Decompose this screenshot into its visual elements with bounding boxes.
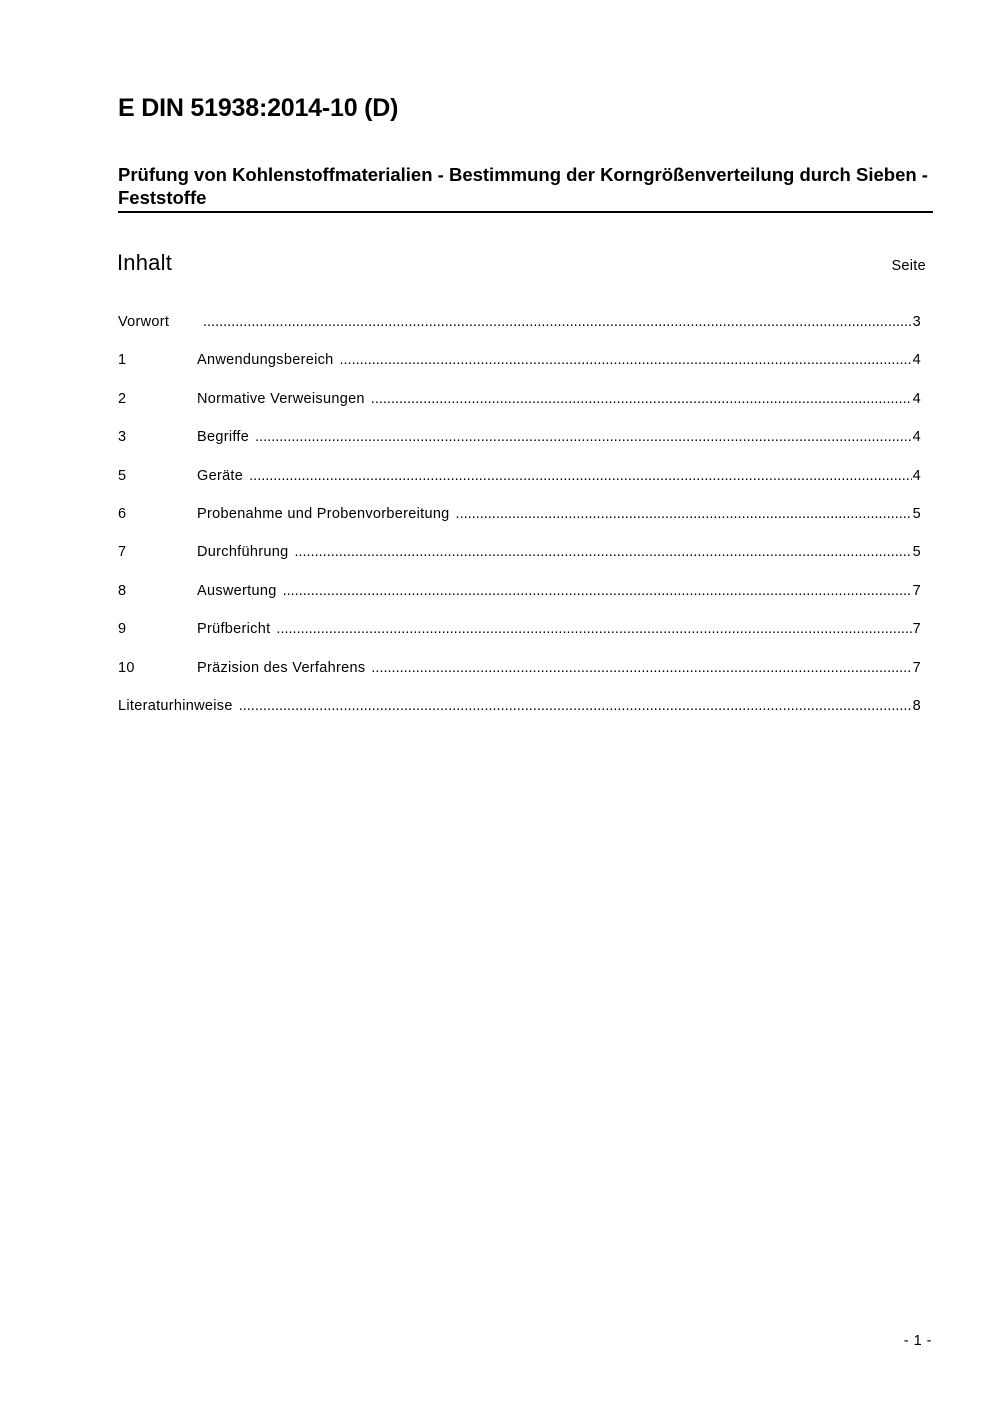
toc-entry-label: Auswertung bbox=[197, 582, 277, 599]
toc-entry-number: 8 bbox=[118, 582, 127, 599]
toc-leader-dots bbox=[239, 698, 912, 714]
page-number: - 1 - bbox=[903, 1333, 932, 1349]
toc-entry-label: Präzision des Verfahrens bbox=[197, 659, 366, 676]
toc-leader-dots bbox=[283, 583, 912, 599]
table-of-contents bbox=[118, 314, 921, 736]
toc-entry-page: 4 bbox=[912, 467, 921, 484]
toc-entry-page: 7 bbox=[912, 659, 921, 676]
page-column-label: Seite bbox=[891, 258, 926, 274]
toc-entry-number: 7 bbox=[118, 544, 127, 561]
toc-leader-dots bbox=[203, 314, 912, 330]
toc-entry-6[interactable] bbox=[118, 506, 921, 544]
toc-entry-number: 2 bbox=[118, 390, 127, 407]
toc-entry-label: Vorwort bbox=[118, 314, 170, 330]
toc-entry-number: 5 bbox=[118, 467, 127, 484]
toc-entry-9[interactable] bbox=[118, 621, 921, 659]
toc-entry-page: 4 bbox=[912, 429, 921, 446]
toc-entry-label: Normative Verweisungen bbox=[197, 390, 365, 407]
toc-entry-page: 4 bbox=[912, 390, 921, 407]
toc-entry-number: 1 bbox=[118, 352, 127, 369]
toc-entry-1[interactable] bbox=[118, 352, 921, 390]
toc-entry-8[interactable] bbox=[118, 583, 921, 621]
toc-entry-label: Anwendungsbereich bbox=[197, 352, 334, 369]
toc-entry-page: 4 bbox=[912, 352, 921, 369]
toc-leader-dots bbox=[340, 352, 912, 368]
toc-entry-page: 8 bbox=[912, 697, 921, 714]
toc-entry-number: 10 bbox=[118, 659, 135, 676]
toc-entry-label: Prüfbericht bbox=[197, 621, 271, 638]
toc-entry-5[interactable] bbox=[118, 468, 921, 506]
toc-entry-label: Begriffe bbox=[197, 429, 250, 446]
toc-entry-number: 6 bbox=[118, 505, 127, 522]
toc-entry-page: 5 bbox=[912, 544, 921, 561]
toc-entry-10[interactable] bbox=[118, 660, 921, 698]
toc-leader-dots bbox=[255, 429, 912, 445]
toc-leader-dots bbox=[371, 660, 911, 676]
document-title: Prüfung von Kohlenstoffmaterialien - Bestimmung der Korngrößenverteilung durch Sieben - Feststoffe bbox=[118, 163, 933, 213]
toc-entry-number: 9 bbox=[118, 621, 127, 638]
toc-entry-page: 3 bbox=[912, 314, 921, 330]
toc-entry-7[interactable] bbox=[118, 544, 921, 582]
toc-leader-dots bbox=[276, 621, 911, 637]
toc-entry-3[interactable] bbox=[118, 429, 921, 467]
toc-entry-label: Literaturhinweise bbox=[118, 697, 233, 714]
toc-entry-number: 3 bbox=[118, 429, 127, 446]
toc-entry-2[interactable] bbox=[118, 391, 921, 429]
toc-entry-page: 7 bbox=[912, 582, 921, 599]
toc-entry-label: Geräte bbox=[197, 467, 244, 484]
toc-leader-dots bbox=[371, 391, 912, 407]
toc-entry-page: 5 bbox=[912, 505, 921, 522]
toc-entry-page: 7 bbox=[912, 621, 921, 638]
toc-entry-literaturhinweise[interactable] bbox=[118, 698, 921, 736]
toc-entry-vorwort[interactable] bbox=[118, 314, 921, 352]
toc-heading: Inhalt bbox=[117, 250, 173, 275]
toc-leader-dots bbox=[249, 468, 911, 484]
toc-entry-label: Probenahme und Probenvorbereitung bbox=[197, 505, 450, 522]
document-id: E DIN 51938:2014-10 (D) bbox=[118, 94, 399, 122]
toc-leader-dots bbox=[456, 506, 912, 522]
toc-entry-label: Durchführung bbox=[197, 544, 289, 561]
toc-leader-dots bbox=[294, 544, 911, 560]
